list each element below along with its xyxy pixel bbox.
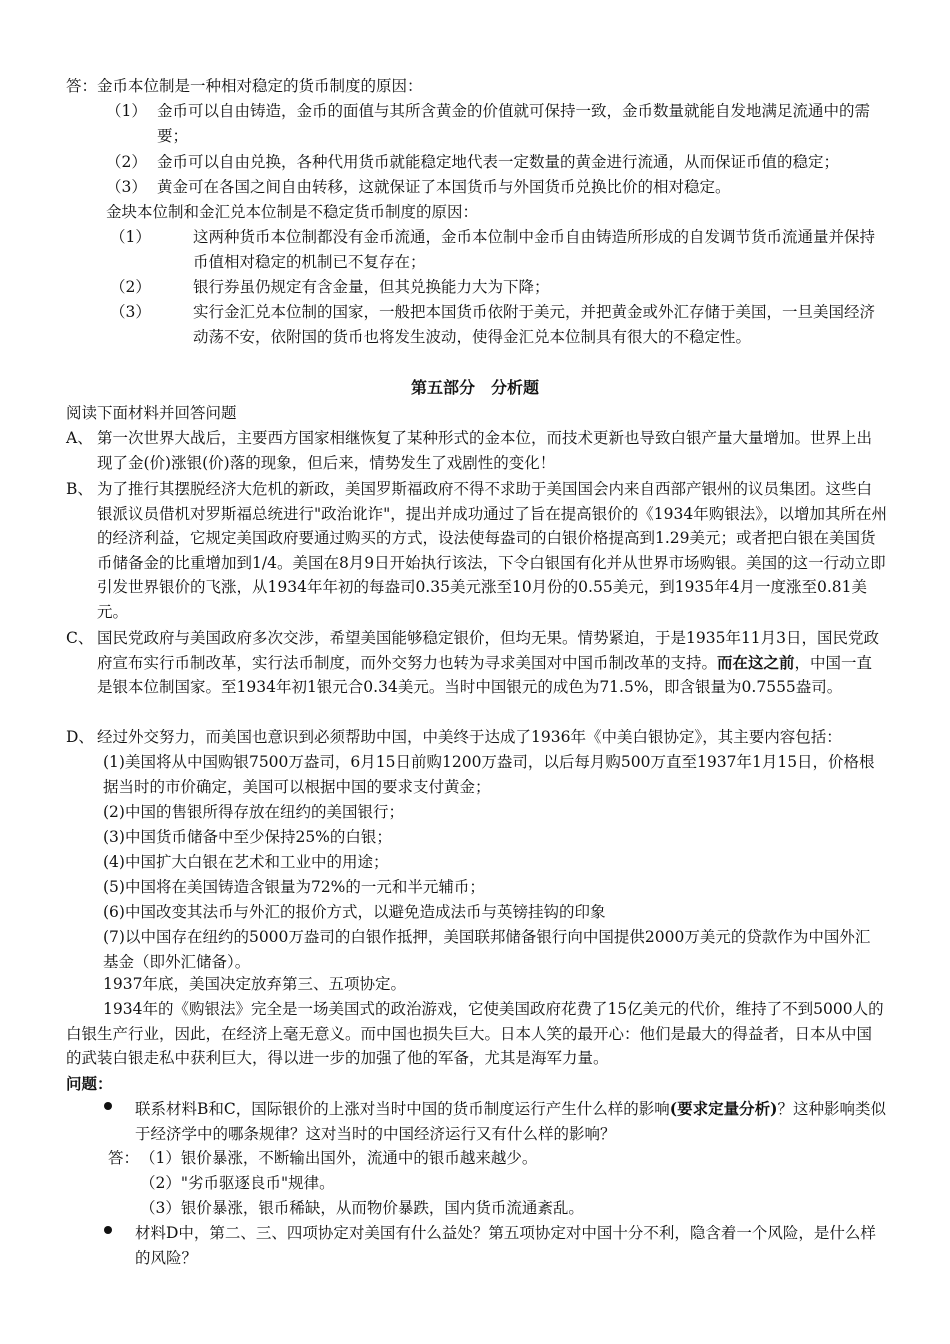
- list-number: （3）: [106, 178, 147, 196]
- list-number: （1）: [110, 228, 151, 246]
- material-c-part2: ，中国一直是银本位制国家。至1934年初1银元合0.34美元。当时中国银元的成色为71.5%，即含银量为0.7555盎司。: [97, 653, 873, 696]
- material-label: D、: [66, 728, 94, 746]
- material-label: A、: [66, 429, 93, 447]
- agreement-item: (5)中国将在美国铸造含银量为72%的一元和半元辅币；: [103, 878, 485, 896]
- agreement-item: (4)中国扩大白银在艺术和工业中的用途；: [103, 853, 389, 871]
- question-1-part1: 联系材料B和C，国际银价的上涨对当时中国的货币制度运行产生什么样的影响: [135, 1100, 670, 1118]
- bullion-intro: 金块本位制和金汇兑本位制是不稳定货币制度的原因：: [106, 203, 479, 221]
- bullet-icon: [104, 1226, 112, 1234]
- answer-intro: 答：金币本位制是一种相对稳定的货币制度的原因：: [66, 77, 423, 95]
- material-label: B、: [66, 480, 93, 498]
- question-1-part2: ？这种影响类似于经济学中的哪条规律？这对当时的中国经济运行又有什么样的影响？: [135, 1100, 886, 1143]
- list-number: （2）: [106, 153, 147, 171]
- section-title: 第五部分 分析题: [410, 378, 539, 397]
- bullet-icon: [104, 1102, 112, 1110]
- question-2: 材料D中，第二、三、四项协定对美国有什么益处？第五项协定对中国十分不利，隐含着一个风险，是什么样的风险？: [135, 1224, 876, 1267]
- list-item: 金币可以自由兑换，各种代用货币就能稳定地代表一定数量的黄金进行流通，从而保证币值的稳定；: [157, 153, 840, 171]
- agreement-item: (1)美国将从中国购银7500万盎司，6月15日前购1200万盎司，以后每月购500万直至1937年1月15日，价格根据当时的市价确定，美国可以根据中国的要求支付黄金；: [103, 753, 875, 796]
- agreement-item: (3)中国货币储备中至少保持25%的白银；: [103, 828, 392, 846]
- questions-label: 问题：: [66, 1074, 113, 1093]
- list-item: 实行金汇兑本位制的国家，一般把本国货币依附于美元，并把黄金或外汇存储于美国，一旦美国经济动荡不安，依附国的货币也将发生波动，使得金汇兑本位制具有很大的不稳定性。: [193, 303, 876, 346]
- list-number: （3）: [110, 303, 151, 321]
- answer-label: 答：: [108, 1149, 140, 1167]
- answer-item: （1）银价暴涨，不断输出国外，流通中的银币越来越少。: [140, 1149, 538, 1167]
- list-item: 黄金可在各国之间自由转移，这就保证了本国货币与外国货币兑换比价的相对稳定。: [157, 178, 731, 196]
- note-1937: 1937年底，美国决定放弃第三、五项协定。: [103, 975, 406, 993]
- material-b-text: 为了推行其摆脱经济大危机的新政，美国罗斯福政府不得不求助于美国国会内来自西部产银州的议员集团。这些白银派议员借机对罗斯福总统进行"政治讹诈"，提出并成功通过了旨在提高银价的《1934年购银法》，以增加其所在州的经济利益，它规定美国政府要通过购买的方式，设法使每盎司的白银价格提高到1.29美元；或者把白银在美国货币储备金的比重增加到1/4。美国在8月9日开始执行该法，下令白银国有化并从世界市场购银。美国的这一行动立即引发世界银价的飞涨，从1934年年初的每盎司0.35美元涨至10月份的0.55美元，到1935年4月一度涨至0.81美元。: [97, 480, 887, 621]
- answer-item: （3）银价暴涨，银币稀缺，从而物价暴跌，国内货币流通紊乱。: [140, 1199, 584, 1217]
- instruction: 阅读下面材料并回答问题: [66, 404, 237, 422]
- material-a-text: 第一次世界大战后，主要西方国家相继恢复了某种形式的金本位，而技术更新也导致白银产量大量增加。世界上出现了金(价)涨银(价)落的现象，但后来，情势发生了戏剧性的变化！: [97, 429, 873, 472]
- agreement-item: (7)以中国存在纽约的5000万盎司的白银作抵押，美国联邦储备银行向中国提供2000万美元的贷款作为中国外汇基金（即外汇储备）。: [103, 928, 871, 971]
- material-label: C、: [66, 629, 94, 647]
- material-c-part1: 国民党政府与美国政府多次交涉，希望美国能够稳定银价，但均无果。情势紧迫，于是1935年11月3日，国民党政府宣布实行币制改革，实行法币制度，而外交努力也转为寻求美国对中国币制改革的支持。: [97, 629, 880, 672]
- material-d-text: 经过外交努力，而美国也意识到必须帮助中国，中美终于达成了1936年《中美白银协定》，其主要内容包括：: [97, 728, 842, 746]
- question-1-emphasis: (要求定量分析): [669, 1099, 778, 1118]
- material-c-emphasis: 而在这之前: [717, 652, 795, 672]
- list-number: （2）: [110, 278, 151, 296]
- agreement-item: (6)中国改变其法币与外汇的报价方式，以避免造成法币与英镑挂钩的印象: [103, 903, 606, 921]
- answer-item: （2）"劣币驱逐良币"规律。: [140, 1174, 335, 1192]
- list-item: 这两种货币本位制都没有金币流通，金币本位制中金币自由铸造所形成的自发调节货币流通量并保持币值相对稳定的机制已不复存在；: [193, 228, 876, 271]
- material-c-text: [97, 626, 887, 700]
- question-1: [135, 1097, 887, 1146]
- conclusion-paragraph: 1934年的《购银法》完全是一场美国式的政治游戏，它使美国政府花费了15亿美元的代价，维持了不到5000人的白银生产行业，因此，在经济上毫无意义。而中国也损失巨大。日本人笑的最开心：他们是最大的得益者，日本从中国的武装白银走私中获利巨大，得以进一步的加强了他的军备，尤其是海军力量。: [66, 1000, 884, 1067]
- list-item: 银行券虽仍规定有含金量，但其兑换能力大为下降；: [193, 278, 550, 296]
- list-item: 金币可以自由铸造，金币的面值与其所含黄金的价值就可保持一致，金币数量就能自发地满足流通中的需要；: [157, 102, 871, 145]
- agreement-item: (2)中国的售银所得存放在纽约的美国银行；: [103, 803, 404, 821]
- list-number: （1）: [106, 102, 147, 120]
